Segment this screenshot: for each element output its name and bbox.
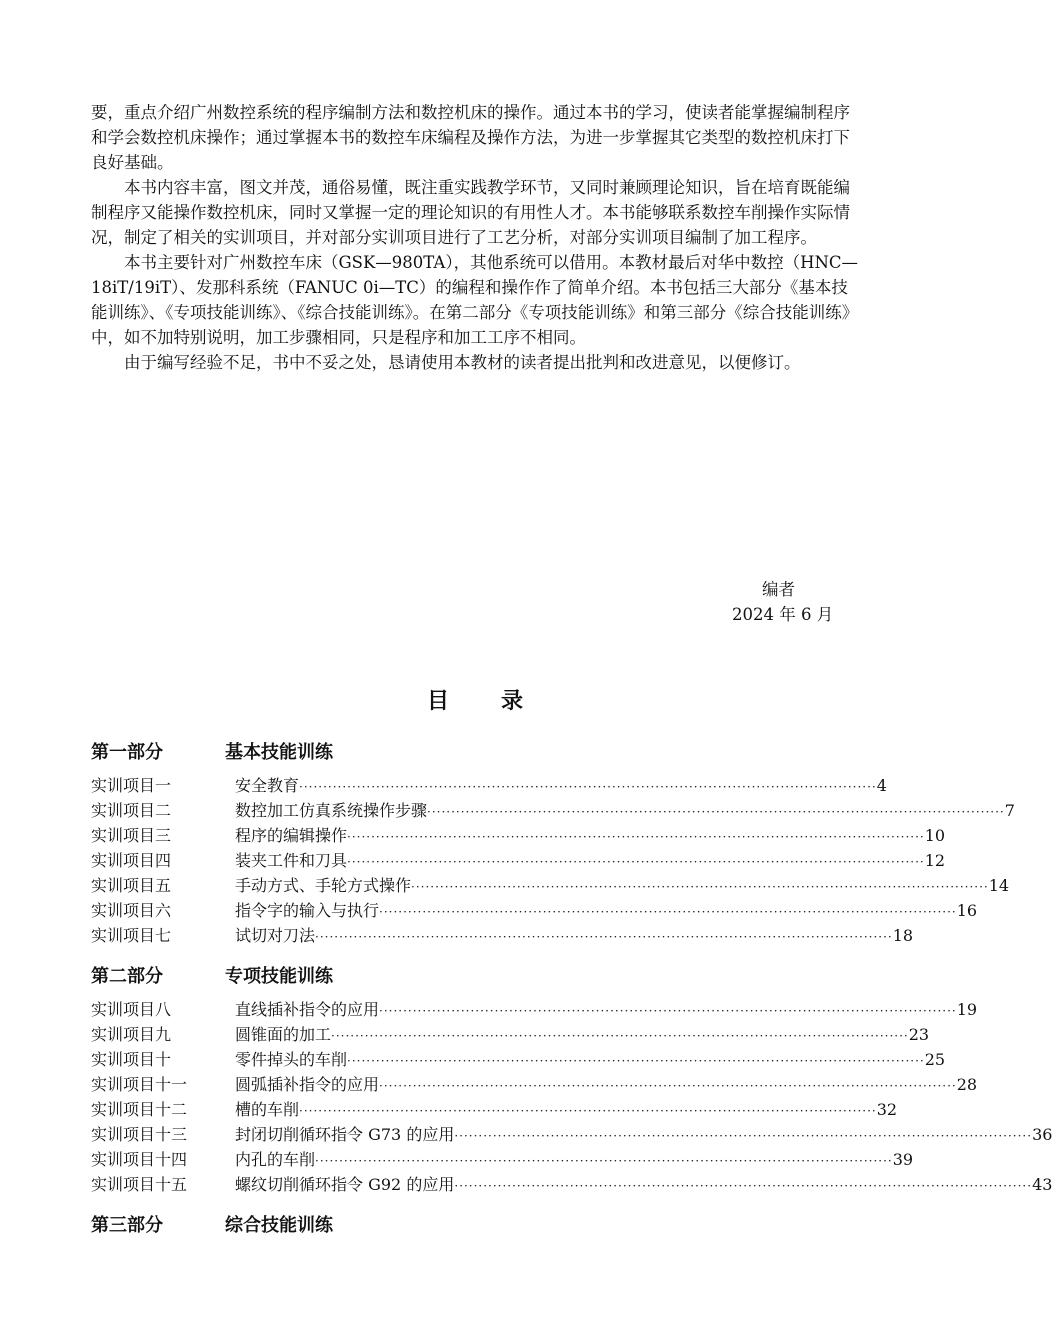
toc-entry[interactable] [91, 898, 978, 923]
leader-dots: ························································································································ [454, 1179, 1033, 1193]
entry-code: 实训项目十二 [91, 1100, 188, 1119]
leader-dots: ························································································································ [427, 805, 1005, 819]
leader-dots: ························································································································ [411, 880, 989, 894]
leader-dots: ························································································································ [315, 1154, 893, 1168]
entry-page: 18 [892, 926, 914, 945]
entry-code: 实训项目五 [91, 876, 172, 895]
entry-code: 实训项目一 [91, 776, 172, 795]
entry-page: 14 [988, 876, 1010, 895]
entry-title: 圆锥面的加工 [235, 1025, 332, 1044]
signature-date: 2024 年 6 月 [732, 605, 834, 624]
toc-entry[interactable] [91, 873, 1010, 898]
leader-dots: ························································································································ [299, 780, 877, 794]
toc-entry[interactable] [91, 773, 887, 798]
toc-entry[interactable] [91, 1047, 946, 1072]
toc-part-heading [91, 738, 333, 764]
entry-title: 螺纹切削循环指令 G92 的应用 [235, 1175, 455, 1194]
entry-page: 19 [956, 1000, 978, 1019]
toc-entry[interactable] [91, 923, 914, 948]
toc-entry[interactable] [91, 1172, 1052, 1197]
entry-page: 28 [956, 1075, 978, 1094]
entry-title: 圆弧插补指令的应用 [235, 1075, 380, 1094]
part-number: 第三部分 [91, 1215, 163, 1236]
leader-dots: ························································································································ [347, 830, 925, 844]
toc-part-heading [91, 1211, 333, 1237]
entry-code: 实训项目七 [91, 926, 172, 945]
leader-dots: ························································································································ [299, 1104, 877, 1118]
entry-title: 数控加工仿真系统操作步骤 [235, 801, 428, 820]
leader-dots: ························································································································ [379, 1004, 957, 1018]
toc-entry[interactable] [91, 1072, 978, 1097]
toc-entry[interactable] [91, 1022, 930, 1047]
toc-entry[interactable] [91, 997, 978, 1022]
entry-page: 23 [908, 1025, 930, 1044]
toc-entry[interactable] [91, 848, 946, 873]
entry-code: 实训项目十五 [91, 1175, 188, 1194]
leader-dots: ························································································································ [315, 930, 893, 944]
entry-title: 封闭切削循环指令 G73 的应用 [235, 1125, 455, 1144]
part-title: 专项技能训练 [225, 966, 333, 987]
leader-dots: ························································································································ [379, 905, 957, 919]
entry-code: 实训项目十四 [91, 1150, 188, 1169]
entry-code: 实训项目九 [91, 1025, 172, 1044]
signature-author: 编者 [762, 580, 795, 599]
preface-paragraph: 由于编写经验不足，书中不妥之处，恳请使用本教材的读者提出批判和改进意见，以便修订。 [124, 353, 801, 372]
part-number: 第一部分 [91, 742, 163, 763]
leader-dots: ························································································································ [331, 1029, 909, 1043]
entry-title: 试切对刀法 [235, 926, 316, 945]
preface-text [91, 100, 861, 375]
entry-code: 实训项目二 [91, 801, 172, 820]
entry-page: 43 [1032, 1175, 1052, 1194]
preface-paragraph: 要，重点介绍广州数控系统的程序编制方法和数控机床的操作。通过本书的学习，使读者能掌握编制程序和学会数控机床操作；通过掌握本书的数控车床编程及操作方法，为进一步掌握其它类型的数控机床打下良好基础。 [91, 103, 850, 172]
entry-title: 直线插补指令的应用 [235, 1000, 380, 1019]
entry-code: 实训项目十三 [91, 1125, 188, 1144]
entry-page: 25 [924, 1050, 946, 1069]
entry-code: 实训项目十 [91, 1050, 172, 1069]
entry-page: 32 [876, 1100, 898, 1119]
entry-title: 安全教育 [235, 776, 300, 795]
entry-page: 16 [956, 901, 978, 920]
part-title: 综合技能训练 [225, 1215, 333, 1236]
toc-title-char: 录 [501, 689, 524, 714]
part-title: 基本技能训练 [225, 742, 333, 763]
entry-page: 36 [1032, 1125, 1052, 1144]
toc-title-char: 目 [426, 689, 449, 714]
toc-entry[interactable] [91, 1147, 914, 1172]
leader-dots: ························································································································ [347, 1054, 925, 1068]
toc-entry[interactable] [91, 1122, 1052, 1147]
leader-dots: ························································································································ [454, 1129, 1033, 1143]
entry-title: 程序的编辑操作 [235, 826, 348, 845]
entry-code: 实训项目三 [91, 826, 172, 845]
toc-title [0, 684, 950, 715]
entry-page: 7 [1004, 801, 1015, 820]
entry-code: 实训项目十一 [91, 1075, 188, 1094]
entry-title: 零件掉头的车削 [235, 1050, 348, 1069]
entry-title: 手动方式、手轮方式操作 [235, 876, 412, 895]
entry-code: 实训项目四 [91, 851, 172, 870]
entry-page: 39 [892, 1150, 914, 1169]
entry-code: 实训项目八 [91, 1000, 172, 1019]
toc-entry[interactable] [91, 798, 1015, 823]
entry-page: 10 [924, 826, 946, 845]
entry-page: 4 [876, 776, 887, 795]
entry-code: 实训项目六 [91, 901, 172, 920]
toc-part-heading [91, 962, 333, 988]
leader-dots: ························································································································ [379, 1079, 957, 1093]
part-number: 第二部分 [91, 966, 163, 987]
toc-entry[interactable] [91, 1097, 898, 1122]
leader-dots: ························································································································ [347, 855, 925, 869]
preface-paragraph: 本书内容丰富，图文并茂，通俗易懂，既注重实践教学环节，又同时兼顾理论知识，旨在培育既能编制程序又能操作数控机床，同时又掌握一定的理论知识的有用性人才。本书能够联系数控车削操作实际情况，制定了相关的实训项目，并对部分实训项目进行了工艺分析，对部分实训项目编制了加工程序。 [91, 178, 850, 247]
entry-title: 内孔的车削 [235, 1150, 316, 1169]
entry-title: 装夹工件和刀具 [235, 851, 348, 870]
entry-title: 指令字的输入与执行 [235, 901, 380, 920]
preface-paragraph: 本书主要针对广州数控车床（GSK—980TA），其他系统可以借用。本教材最后对华中数控（HNC—18iT/19iT）、发那科系统（FANUC 0i—TC）的编程和操作作了简单介绍。本书包括三大部分《基本技能训练》、《专项技能训练》、《综合技能训练》。在第二部分《专项技能训练》和第三部分《综合技能训练》中，如不加特别说明，加工步骤相同，只是程序和加工工序不相同。 [91, 253, 859, 347]
entry-title: 槽的车削 [235, 1100, 300, 1119]
entry-page: 12 [924, 851, 946, 870]
toc-entry[interactable] [91, 823, 946, 848]
